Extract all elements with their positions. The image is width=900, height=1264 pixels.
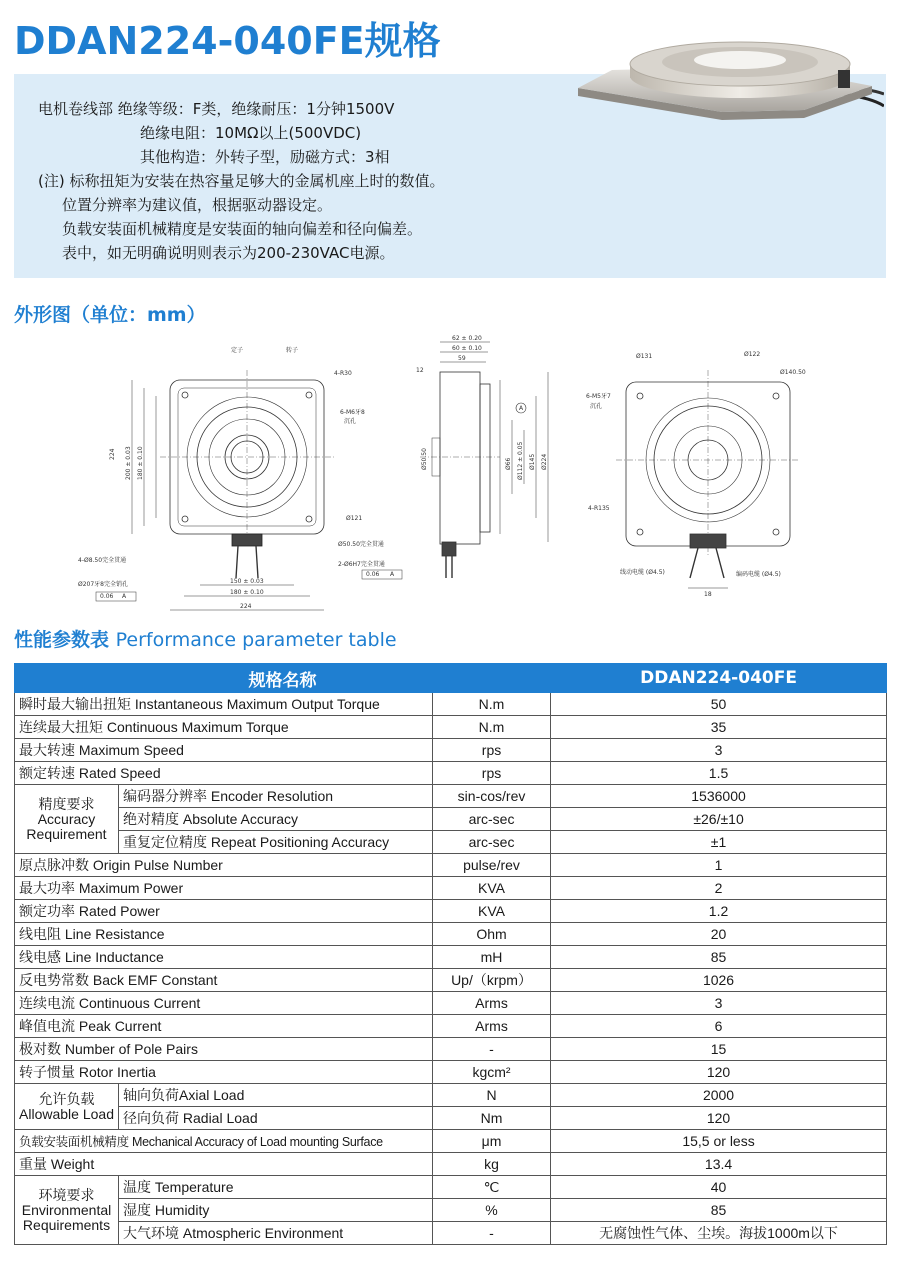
front-label: Ø50.50完全贯通 [338, 541, 384, 548]
row-unit: arc-sec [433, 808, 551, 831]
perf-section-title [14, 625, 397, 652]
table-row [15, 831, 887, 854]
table-row [15, 762, 887, 785]
front-label: 2-Ø6H7完全贯通 [338, 561, 385, 568]
spec-line-3: 其他构造：外转子型，励磁方式：3相 [140, 148, 390, 166]
outline-drawing [60, 330, 840, 620]
row-label: 径向负荷 Radial Load [119, 1107, 433, 1130]
row-label: 最大转速 Maximum Speed [15, 739, 433, 762]
side-label: Ø224 [541, 453, 548, 470]
rear-label: Ø122 [744, 351, 761, 358]
table-row [15, 1199, 887, 1222]
row-label: 重量 Weight [15, 1153, 433, 1176]
row-label: 轴向负荷Axial Load [119, 1084, 433, 1107]
row-unit: rps [433, 739, 551, 762]
front-label: 6-M6牙8 [340, 409, 365, 416]
rear-label: 4-R135 [588, 505, 610, 512]
row-unit: N.m [433, 693, 551, 716]
side-label: Ø145 [529, 453, 536, 470]
table-row [15, 739, 887, 762]
perf-title-cn: 性能参数表 [14, 629, 110, 651]
row-label: 峰值电流 Peak Current [15, 1015, 433, 1038]
row-value: 1.5 [551, 762, 887, 785]
row-label: 重复定位精度 Repeat Positioning Accuracy [119, 831, 433, 854]
row-value: 85 [551, 1199, 887, 1222]
table-row [15, 923, 887, 946]
front-label: A [122, 593, 127, 600]
row-unit: kgcm² [433, 1061, 551, 1084]
table-row [15, 854, 887, 877]
rear-label: 线动电缆 (Ø4.5) [620, 569, 665, 576]
front-label: 4-R30 [334, 370, 352, 377]
side-label: 12 [416, 367, 424, 374]
spec-line-4: (注) 标称扭矩为安装在热容量足够大的金属机座上时的数值。 [38, 172, 445, 190]
front-view [78, 346, 402, 610]
row-value: ±1 [551, 831, 887, 854]
row-label: 负载安装面机械精度 Mechanical Accuracy of Load mounting Surface [15, 1130, 433, 1153]
front-label: 定子 [231, 347, 244, 354]
row-value: 3 [551, 992, 887, 1015]
front-label: 沉孔 [344, 418, 357, 425]
table-row [15, 1038, 887, 1061]
table-row [15, 716, 887, 739]
row-value: 35 [551, 716, 887, 739]
row-unit: % [433, 1199, 551, 1222]
row-label: 转子惯量 Rotor Inertia [15, 1061, 433, 1084]
front-label: Ø121 [346, 515, 363, 522]
row-value: 6 [551, 1015, 887, 1038]
performance-table [14, 663, 887, 1245]
table-row [15, 1015, 887, 1038]
table-row [15, 1107, 887, 1130]
side-label: Ø50.50 [421, 448, 428, 470]
row-unit: Arms [433, 1015, 551, 1038]
front-label: 224 [109, 448, 116, 460]
group-label-load: 允许负载 Allowable Load [15, 1084, 119, 1130]
spec-line-7: 表中，如无明确说明则表示为200-230VAC电源。 [62, 244, 395, 262]
row-value: 无腐蚀性气体、尘埃。海拔1000m以下 [551, 1222, 887, 1245]
row-unit: N [433, 1084, 551, 1107]
row-value: 20 [551, 923, 887, 946]
row-value: 120 [551, 1107, 887, 1130]
table-row [15, 1061, 887, 1084]
row-value: 2000 [551, 1084, 887, 1107]
front-label: 4-Ø8.50完全贯通 [78, 557, 127, 564]
row-label: 原点脉冲数 Origin Pulse Number [15, 854, 433, 877]
side-label: 59 [458, 355, 466, 362]
row-unit: rps [433, 762, 551, 785]
table-row [15, 946, 887, 969]
front-label: 0.06 [366, 571, 380, 578]
row-label: 最大功率 Maximum Power [15, 877, 433, 900]
motor-product-image [572, 36, 884, 132]
row-label: 额定转速 Rated Speed [15, 762, 433, 785]
table-row [15, 992, 887, 1015]
table-row [15, 1130, 887, 1153]
row-label: 极对数 Number of Pole Pairs [15, 1038, 433, 1061]
row-value: 120 [551, 1061, 887, 1084]
table-row [15, 877, 887, 900]
table-header-row [15, 664, 887, 693]
table-row [15, 785, 887, 808]
table-row [15, 969, 887, 992]
row-unit: N.m [433, 716, 551, 739]
row-unit: mH [433, 946, 551, 969]
rear-label: 编码电缆 (Ø4.5) [736, 571, 781, 578]
row-label: 瞬时最大输出扭矩 Instantaneous Maximum Output Torque [15, 693, 433, 716]
group-label-accuracy: 精度要求 Accuracy Requirement [15, 785, 119, 854]
row-label: 反电势常数 Back EMF Constant [15, 969, 433, 992]
side-view [416, 335, 548, 578]
table-row [15, 1153, 887, 1176]
row-unit: pulse/rev [433, 854, 551, 877]
front-label: Ø207牙8完全销孔 [78, 581, 128, 588]
spec-line-6: 负载安装面机械精度是安装面的轴向偏差和径向偏差。 [62, 220, 423, 238]
front-label: 180 ± 0.10 [230, 589, 264, 596]
row-label: 大气环境 Atmospheric Environment [119, 1222, 433, 1245]
front-label: 0.06 [100, 593, 114, 600]
row-label: 连续电流 Continuous Current [15, 992, 433, 1015]
row-value: 40 [551, 1176, 887, 1199]
table-row [15, 808, 887, 831]
row-unit: sin-cos/rev [433, 785, 551, 808]
table-row [15, 693, 887, 716]
row-unit: kg [433, 1153, 551, 1176]
row-unit: - [433, 1038, 551, 1061]
front-label: A [390, 571, 395, 578]
row-value: 3 [551, 739, 887, 762]
row-unit: - [433, 1222, 551, 1245]
rear-view [586, 351, 806, 598]
side-label: Ø66 [505, 457, 512, 470]
row-label: 温度 Temperature [119, 1176, 433, 1199]
row-value: 15 [551, 1038, 887, 1061]
side-label: 60 ± 0.10 [452, 345, 482, 352]
row-unit: KVA [433, 900, 551, 923]
row-label: 编码器分辨率 Encoder Resolution [119, 785, 433, 808]
row-unit: Ohm [433, 923, 551, 946]
row-unit: arc-sec [433, 831, 551, 854]
table-row [15, 900, 887, 923]
rear-label: 6-M5牙7 [586, 393, 611, 400]
table-row [15, 1176, 887, 1199]
row-label: 线电感 Line Inductance [15, 946, 433, 969]
table-row [15, 1084, 887, 1107]
rear-label: 沉孔 [590, 403, 603, 410]
row-value: 2 [551, 877, 887, 900]
header-model: DDAN224-040FE [551, 664, 887, 693]
row-label: 额定功率 Rated Power [15, 900, 433, 923]
front-label: 224 [240, 603, 252, 610]
side-label: 62 ± 0.20 [452, 335, 482, 342]
perf-title-en: Performance parameter table [115, 629, 397, 651]
row-value: 1536000 [551, 785, 887, 808]
row-value: 1 [551, 854, 887, 877]
row-unit: μm [433, 1130, 551, 1153]
header-spec-name: 规格名称 [15, 664, 551, 693]
front-label: 150 ± 0.03 [230, 578, 264, 585]
row-label: 绝对精度 Absolute Accuracy [119, 808, 433, 831]
spec-line-5: 位置分辨率为建议值，根据驱动器设定。 [62, 196, 333, 214]
rear-label: Ø140.50 [780, 369, 806, 376]
row-label: 湿度 Humidity [119, 1199, 433, 1222]
row-value: 50 [551, 693, 887, 716]
row-value: ±26/±10 [551, 808, 887, 831]
row-value: 85 [551, 946, 887, 969]
row-unit: ℃ [433, 1176, 551, 1199]
row-label: 连续最大扭矩 Continuous Maximum Torque [15, 716, 433, 739]
row-unit: KVA [433, 877, 551, 900]
table-row [15, 1222, 887, 1245]
group-label-environment: 环境要求 Environmental Requirements [15, 1176, 119, 1245]
page-title: DDAN224-040FE规格 [14, 19, 441, 63]
front-label: 180 ± 0.10 [137, 446, 144, 480]
row-value: 15,5 or less [551, 1130, 887, 1153]
side-label: Ø112 ± 0.05 [517, 441, 524, 480]
row-unit: Up/（krpm） [433, 969, 551, 992]
row-unit: Arms [433, 992, 551, 1015]
spec-line-1: 电机卷线部 绝缘等级：F类，绝缘耐压：1分钟1500V [38, 100, 395, 118]
rear-label: 18 [704, 591, 712, 598]
side-label: A [519, 405, 524, 412]
row-unit: Nm [433, 1107, 551, 1130]
outline-title: 外形图（单位：mm） [14, 304, 206, 326]
row-label: 线电阻 Line Resistance [15, 923, 433, 946]
front-label: 转子 [286, 347, 299, 354]
spec-line-2: 绝缘电阻：10MΩ以上(500VDC) [140, 124, 362, 142]
front-label: 200 ± 0.03 [125, 446, 132, 480]
row-value: 13.4 [551, 1153, 887, 1176]
row-value: 1.2 [551, 900, 887, 923]
rear-label: Ø131 [636, 353, 653, 360]
row-value: 1026 [551, 969, 887, 992]
